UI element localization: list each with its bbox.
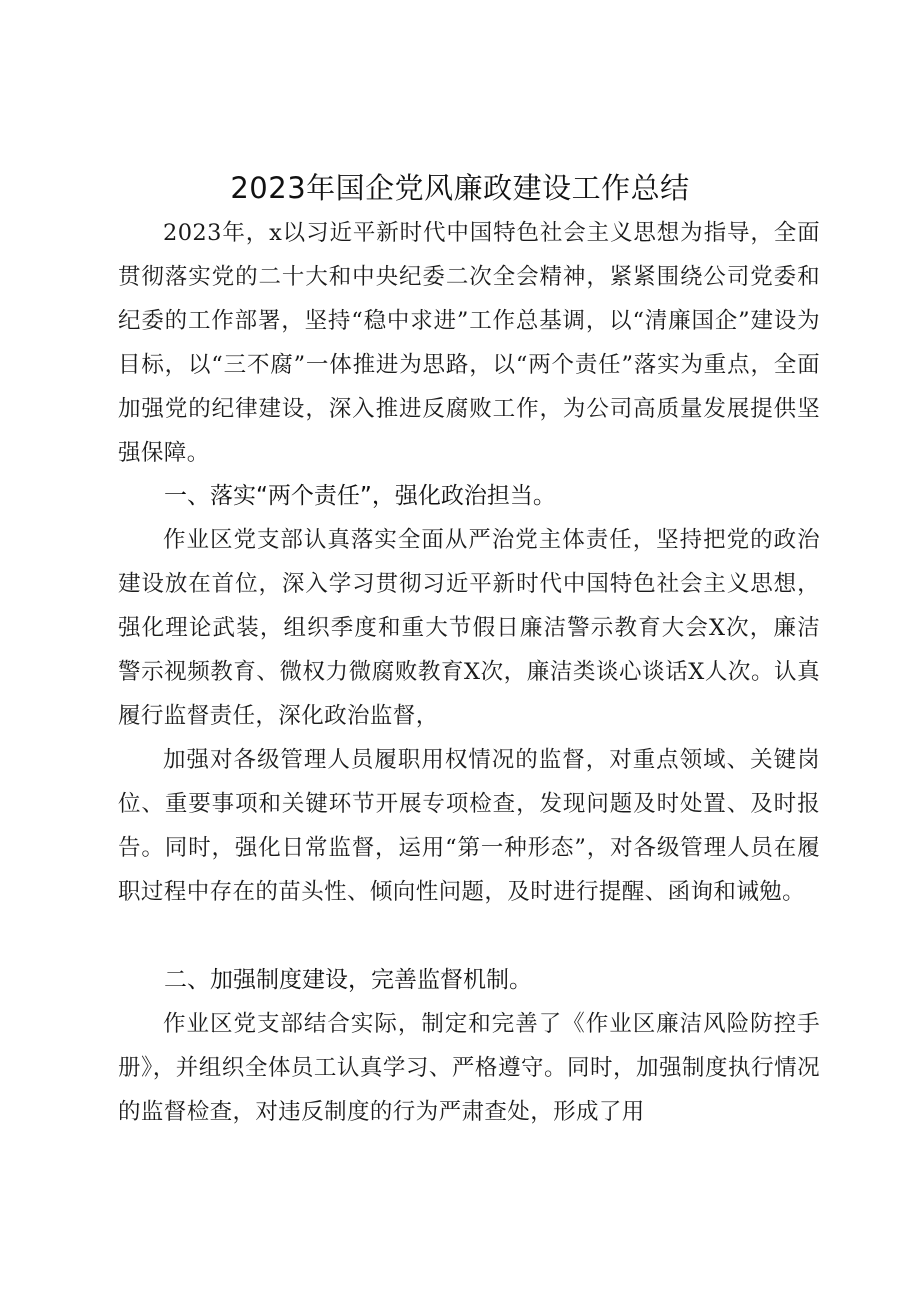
section-1-heading: 一、落实“两个责任”，强化政治担当。 <box>164 483 556 509</box>
intro-paragraph: 2023年，x以习近平新时代中国特色社会主义思想为指导，全面贯彻落实党的二十大和中央纪委二次全会精神，紧紧围绕公司党委和纪委的工作部署，坚持“稳中求进”工作总基调，以“清廉国企”建设为目标，以“三不腐”一体推进为思路，以“两个责任”落实为重点，全面加强党的纪律建设，深入推进反腐败工作，为公司高质量发展提供坚强保障。 <box>118 220 820 466</box>
section-1-paragraph-1: 作业区党支部认真落实全面从严治党主体责任，坚持把党的政治建设放在首位，深入学习贯彻习近平新时代中国特色社会主义思想，强化理论武装，组织季度和重大节假日廉洁警示教育大会X次，廉洁警示视频教育、微权力微腐败教育X次，廉洁类谈心谈话X人次。认真履行监督责任，深化政治监督， <box>118 527 820 729</box>
section-2-heading: 二、加强制度建设，完善监督机制。 <box>164 967 532 993</box>
section-1-paragraph-1-block <box>118 518 820 738</box>
intro-paragraph-block <box>118 211 820 475</box>
section-2-paragraph-1-block <box>118 1002 820 1134</box>
section-1-paragraph-2-block <box>118 738 820 914</box>
section-2-paragraph-1: 作业区党支部结合实际，制定和完善了《作业区廉洁风险防控手册》，并组织全体员工认真学习、严格遵守。同时，加强制度执行情况的监督检查，对违反制度的行为严肃查处，形成了用 <box>118 1011 820 1125</box>
section-1-paragraph-2: 加强对各级管理人员履职用权情况的监督，对重点领域、关键岗位、重要事项和关键环节开展专项检查，发现问题及时处置、及时报告。同时，强化日常监督，运用“第一种形态”，对各级管理人员在履职过程中存在的苗头性、倾向性问题，及时进行提醒、函询和诫勉。 <box>118 747 820 905</box>
document-title: 2023年国企党风廉政建设工作总结 <box>230 171 690 205</box>
